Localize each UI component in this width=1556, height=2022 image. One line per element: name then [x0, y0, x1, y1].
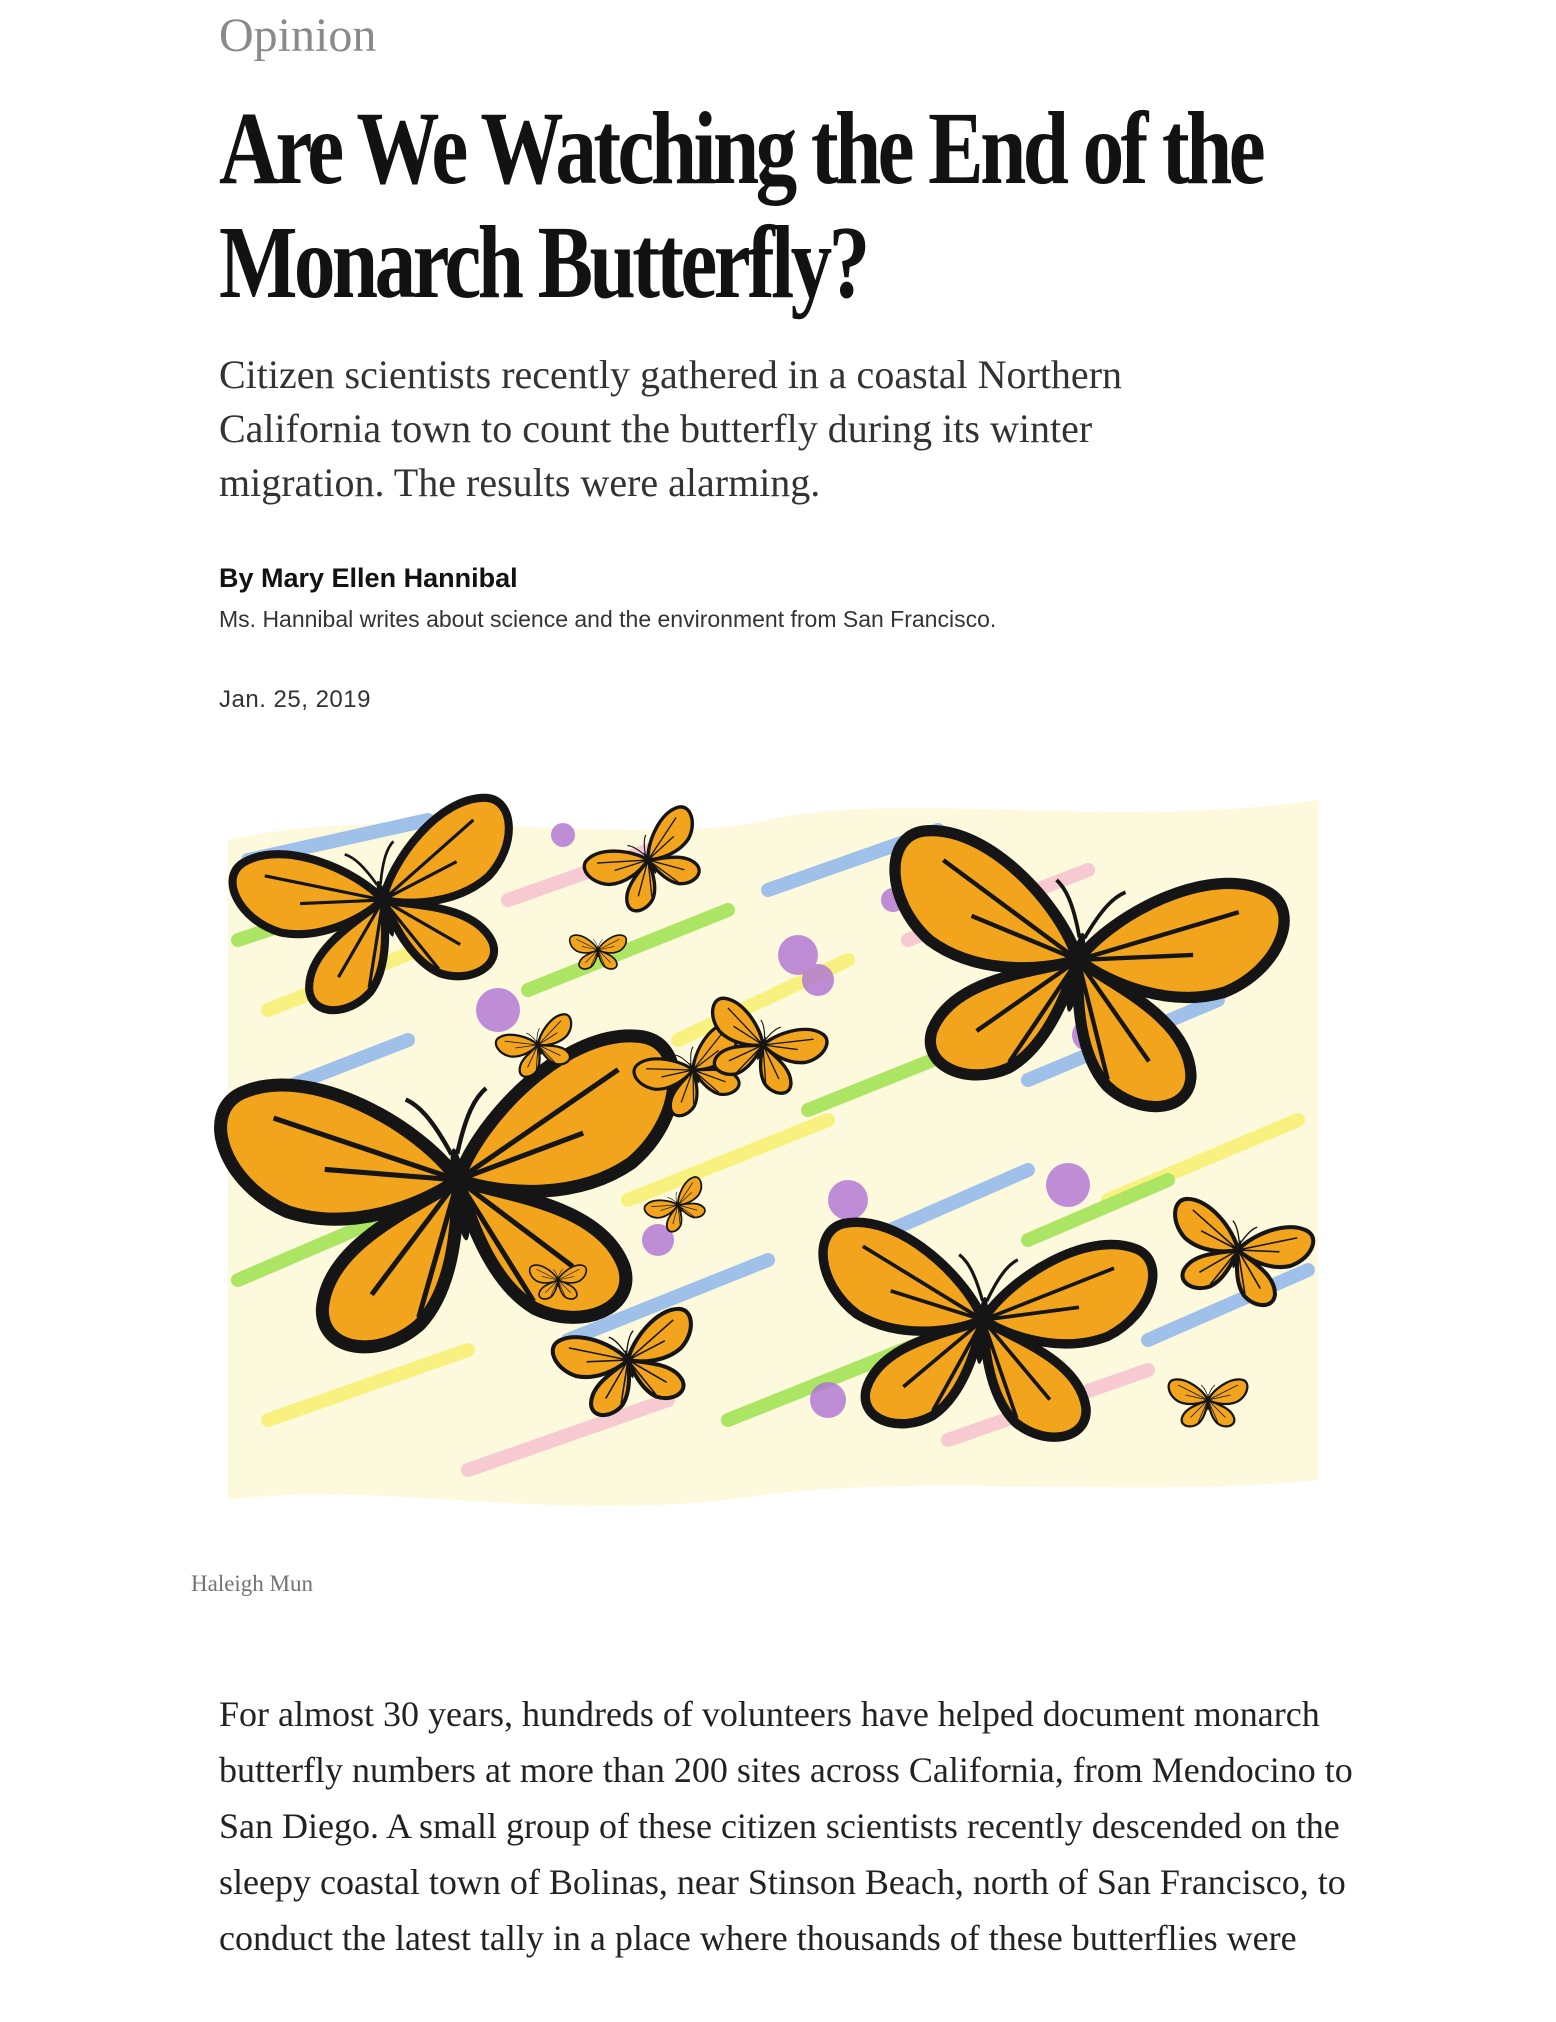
- article-headline: Are We Watching the End of the Monarch Butterfly?: [219, 91, 1263, 320]
- publish-date: Jan. 25, 2019: [219, 686, 371, 713]
- monarch-butterflies-illustration: [208, 780, 1338, 1520]
- body-paragraph: For almost 30 years, hundreds of volunteers have helped document monarch butterfly numbers at more than 200 sites across California, from Mendocino to San Diego. A small group of these citizen scientists recently descended on the sleepy coastal town of Bolinas, near Stinson Beach, north of San Francisco, to conduct the latest tally in a place where thousands of these butterflies were: [219, 1694, 1353, 1958]
- article-summary: Citizen scientists recently gathered in a coastal Northern California town to count the butterfly during its winter migration. The results were alarming.: [219, 352, 1123, 505]
- image-credit: Haleigh Mun: [191, 1571, 314, 1596]
- byline[interactable]: By Mary Ellen Hannibal: [219, 563, 518, 593]
- author-bio: Ms. Hannibal writes about science and the environment from San Francisco.: [219, 606, 997, 632]
- article-body: [219, 1686, 1369, 1966]
- section-label[interactable]: Opinion: [219, 9, 377, 62]
